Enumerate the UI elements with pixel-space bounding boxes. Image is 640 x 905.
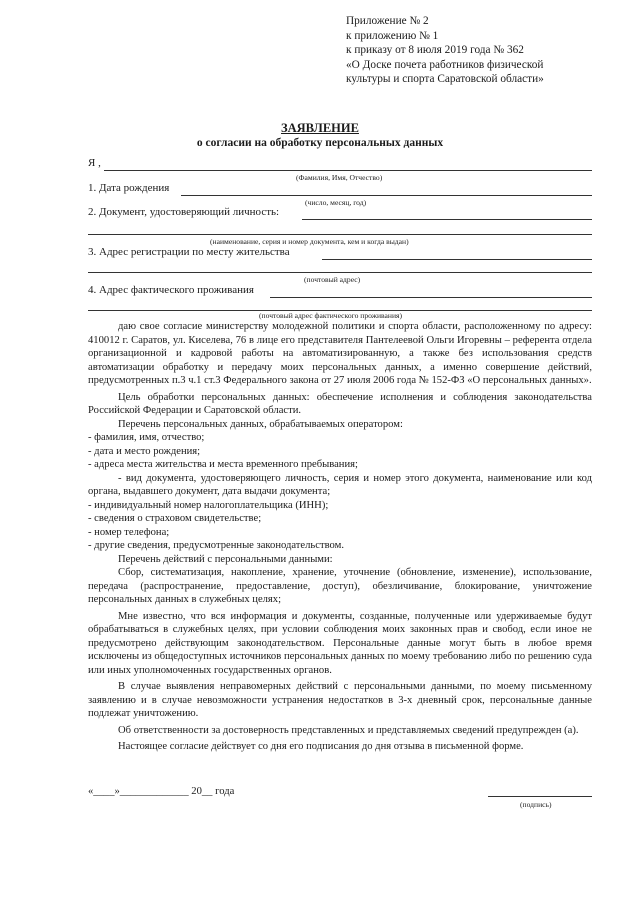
- data-list-item: - дата и место рождения;: [88, 445, 201, 457]
- document-field[interactable]: [302, 219, 592, 220]
- document-field-line-2[interactable]: [88, 234, 592, 235]
- annex-line-1: Приложение № 2: [346, 15, 429, 27]
- awareness-paragraph: Мне известно, что вся информация и документы, созданные, полученные или удерживаемые будут обрабатываться в служебных целях, при условии соблюдения моих законных прав и свобод, если иное не предусмотрено действующим законодательством. Персональные данные могут быть в любое время исключены из общедоступных источников персональных данных по моему требованию либо по решению суда или иных уполномоченных государственных органов.: [88, 610, 592, 676]
- data-list-item: - вид документа, удостоверяющего личность, серия и номер этого документа, наименование или код органа, выдавшего документ, дата выдачи документа;: [88, 472, 592, 497]
- data-list-item: - индивидуальный номер налогоплательщика (ИНН);: [88, 499, 329, 511]
- validity-paragraph: Настоящее согласие действует со дня его подписания до дня отзыва в письменной форме.: [118, 741, 524, 752]
- signature-field[interactable]: [488, 796, 592, 797]
- consent-body: [88, 320, 592, 754]
- actual-address-label: 4. Адрес фактического проживания: [88, 284, 254, 296]
- actual-address-caption: (почтовый адрес фактического проживания): [259, 311, 403, 320]
- birth-label: 1. Дата рождения: [88, 182, 170, 194]
- document-title: ЗАЯВЛЕНИЕ: [281, 121, 359, 135]
- registration-caption: (почтовый адрес): [304, 275, 361, 284]
- document-caption: (наименование, серия и номер документа, кем и когда выдан): [210, 237, 409, 246]
- fio-caption: (Фамилия, Имя, Отчество): [296, 173, 383, 182]
- actual-address-field[interactable]: [270, 297, 592, 298]
- annex-line-5: культуры и спорта Саратовской области»: [346, 73, 544, 86]
- actions-paragraph: Сбор, систематизация, накопление, хранение, уточнение (обновление, изменение), использование, передача (распространение, предоставление, доступ), обезличивание, блокирование, уничтожение персональных данных в служебных целях;: [88, 567, 592, 605]
- liability-paragraph: Об ответственности за достоверность представленных и представляемых сведений предупрежден (а).: [118, 724, 579, 736]
- data-list-item: - сведения о страховом свидетельстве;: [88, 513, 262, 524]
- purpose-paragraph: Цель обработки персональных данных: обеспечение исполнения и соблюдения законодательства Российской Федерации и Саратовской области.: [88, 391, 592, 416]
- signature-caption: (подпись): [520, 800, 552, 809]
- registration-field-line-2[interactable]: [88, 272, 592, 273]
- fio-field[interactable]: [104, 170, 592, 171]
- annex-line-2: к приложению № 1: [346, 29, 439, 42]
- data-list-heading: Перечень персональных данных, обрабатываемых оператором:: [118, 418, 403, 430]
- data-list-item: - фамилия, имя, отчество;: [88, 432, 205, 443]
- violation-paragraph: В случае выявления неправомерных действий с персональными данными, по моему письменному заявлению и в случае невозможности устранения недостатков в 3-х дневный срок, персональные данные подлежат уничтожению.: [88, 681, 592, 719]
- document-label: 2. Документ, удостоверяющий личность:: [88, 206, 280, 218]
- annex-line-4: «О Доске почета работников физической: [346, 58, 544, 71]
- annex-line-3: к приказу от 8 июля 2019 года № 362: [346, 44, 524, 57]
- document-subtitle: о согласии на обработку персональных данных: [196, 137, 444, 149]
- registration-field[interactable]: [322, 259, 592, 260]
- actions-heading: Перечень действий с персональными данными:: [118, 553, 333, 565]
- annex-header: [346, 14, 544, 87]
- data-list-item: - адреса места жительства и места временного пребывания;: [88, 459, 358, 470]
- data-list-item: - другие сведения, предусмотренные законодательством.: [88, 540, 344, 551]
- date-line: «____»_____________ 20__ года: [88, 786, 235, 797]
- birth-field[interactable]: [181, 195, 592, 196]
- fio-label: Я ,: [88, 157, 101, 169]
- consent-paragraph: даю свое согласие министерству молодежной политики и спорта области, расположенному по адресу: 410012 г. Саратов, ул. Киселева, 76 в лице его представителя Пантелеевой Ольги Игоревны – референта отдела организационной и кадровой работы на автоматизированную, а также без использования средств автоматизации обработку и передачу моих персональных данных, а именно совершение действий, предусмотренных п.3 ч.1 ст.3 Федерального закона от 27 июля 2006 года № 152-ФЗ «О персональных данных».: [88, 321, 592, 386]
- birth-caption: (число, месяц, год): [305, 198, 367, 207]
- data-list-item: - номер телефона;: [88, 526, 170, 538]
- registration-label: 3. Адрес регистрации по месту жительства: [88, 246, 290, 258]
